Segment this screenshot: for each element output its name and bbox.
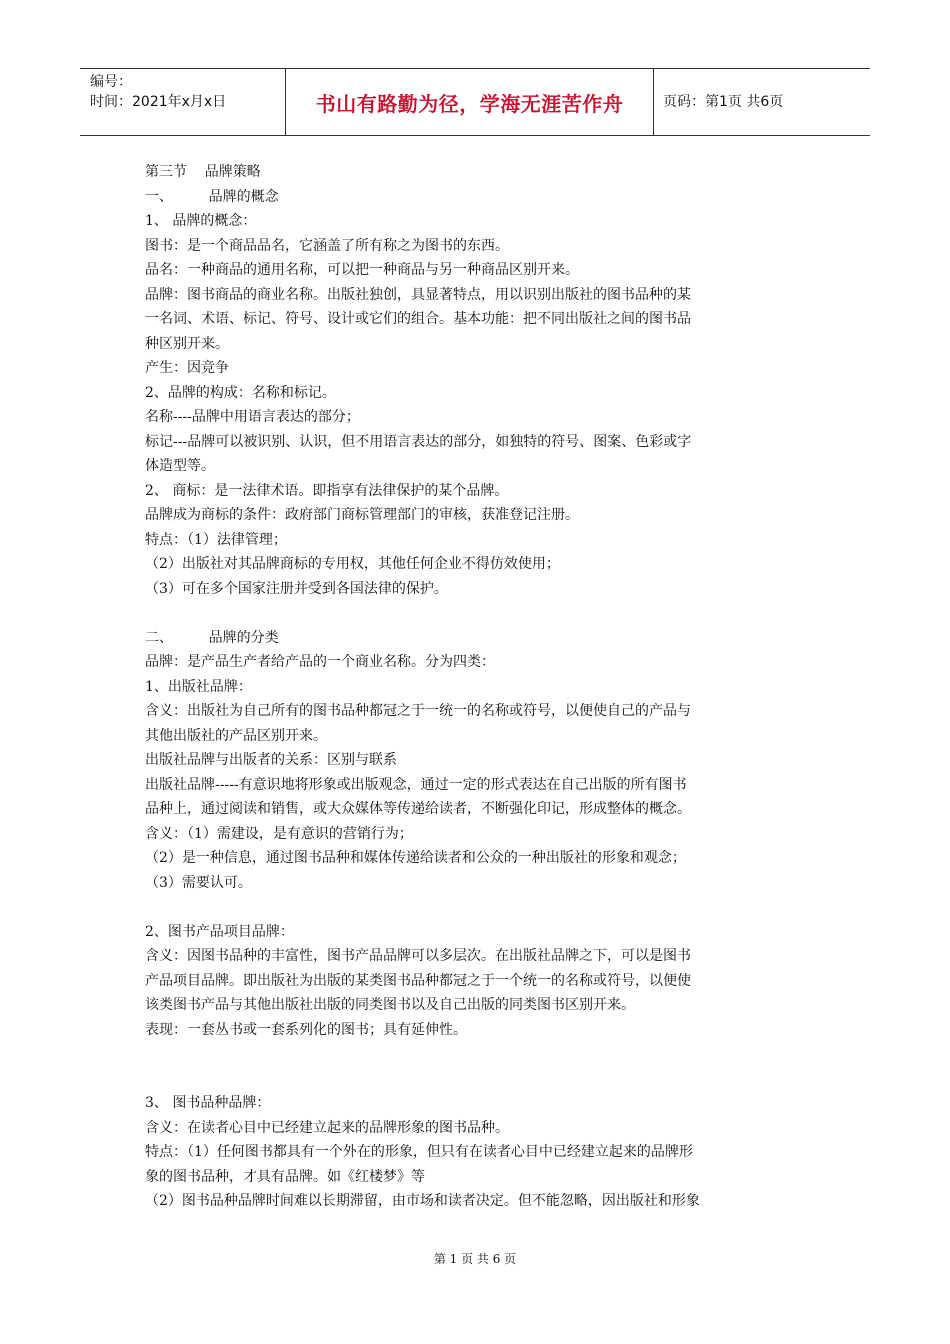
blank-line <box>145 895 810 920</box>
paragraph-line: 名称----品牌中用语言表达的部分； <box>145 409 360 425</box>
list-item: （2）是一种信息，通过图书品种和媒体传递给读者和公众的一种出版社的形象和观念； <box>145 850 686 866</box>
paragraph-line: 特点：（1）任何图书都具有一个外在的形象，但只有在读者心目中已经建立起来的品牌形 <box>145 1144 693 1160</box>
paragraph-line: 该类图书产品与其他出版社出版的同类图书以及自己出版的同类图书区别开来。 <box>145 997 635 1013</box>
list-item: 含义：（1）需建设，是有意识的营销行为； <box>145 825 413 842</box>
paragraph-line: 品牌：是产品生产者给产品的一个商业名称。分为四类： <box>145 654 495 670</box>
heading: 一、 品牌的概念 <box>145 188 279 205</box>
blank-line <box>145 601 810 626</box>
paragraph-line: 含义：在读者心目中已经建立起来的品牌形象的图书品种。 <box>145 1119 509 1136</box>
document-body <box>145 160 810 1214</box>
subheading: 3、 图书品种品牌： <box>145 1095 271 1111</box>
header-motto: 书山有路勤为径，学海无涯苦作舟 <box>315 91 624 116</box>
paragraph-line: 含义：因图书品种的丰富性，图书产品品牌可以多层次。在出版社品牌之下，可以是图书 <box>145 948 691 964</box>
blank-line <box>145 1042 810 1091</box>
paragraph-line: 品牌：图书商品的商业名称。出版社独创，具显著特点，用以识别出版社的图书品种的某 <box>145 286 691 303</box>
document-number-label: 编号： <box>90 74 132 90</box>
list-item: （2）图书品种品牌时间难以长期滞留，由市场和读者决定。但不能忽略，因出版社和形象 <box>145 1193 700 1209</box>
list-item: （3）需要认可。 <box>145 874 252 891</box>
paragraph-line: 体造型等。 <box>145 458 215 474</box>
heading: 二、 品牌的分类 <box>145 629 279 646</box>
subheading: 2、图书产品项目品牌： <box>145 923 294 940</box>
subheading: 1、出版社品牌： <box>145 678 252 695</box>
paragraph-line: 产生：因竞争 <box>145 360 229 376</box>
paragraph-line: 象的图书品种，才具有品牌。如《红楼梦》等 <box>145 1168 425 1185</box>
subheading: 1、 品牌的概念： <box>145 213 257 229</box>
paragraph-line: 含义：出版社为自己所有的图书品种都冠之于一统一的名称或符号，以便使自己的产品与 <box>145 703 691 719</box>
subheading: 2、品牌的构成：名称和标记。 <box>145 384 336 401</box>
section-title: 第三节 品牌策略 <box>145 164 261 180</box>
list-item: （2）出版社对其品牌商标的专用权，其他任何企业不得仿效使用； <box>145 556 560 572</box>
paragraph-line: 出版社品牌-----有意识地将形象或出版观念，通过一定的形式表达在自己出版的所有图书 <box>145 776 687 793</box>
subheading: 2、 商标：是一法律术语。即指享有法律保护的某个品牌。 <box>145 482 509 499</box>
paragraph-line: 产品项目品牌。即出版社为出版的某类图书品种都冠之于一个统一的名称或符号，以便使 <box>145 972 691 989</box>
paragraph-line: 表现：一套丛书或一套系列化的图书；具有延伸性。 <box>145 1021 467 1038</box>
paragraph-line: 种区别开来。 <box>145 335 229 352</box>
paragraph-line: 其他出版社的产品区别开来。 <box>145 727 327 744</box>
page-header <box>80 68 870 136</box>
header-page-info: 页码：第1页 共6页 <box>663 94 784 110</box>
paragraph-line: 品名：一种商品的通用名称，可以把一种商品与另一种商品区别开来。 <box>145 262 579 278</box>
paragraph-line: 出版社品牌与出版者的关系：区别与联系 <box>145 752 397 768</box>
page-footer: 第 1 页 共 6 页 <box>433 1252 517 1266</box>
paragraph-line: 品种上，通过阅读和销售，或大众媒体等传递给读者，不断强化印记，形成整体的概念。 <box>145 801 691 817</box>
header-meta <box>90 72 280 112</box>
paragraph-line: 一名词、术语、标记、符号、设计或它们的组合。基本功能：把不同出版社之间的图书品 <box>145 311 691 327</box>
paragraph-line: 品牌成为商标的条件：政府部门商标管理部门的审核，获准登记注册。 <box>145 507 579 523</box>
header-divider <box>653 69 654 135</box>
list-item: （3）可在多个国家注册并受到各国法律的保护。 <box>145 580 448 597</box>
list-item: 特点：（1）法律管理； <box>145 531 287 548</box>
document-date: 时间：2021年x月x日 <box>90 94 227 110</box>
paragraph-line: 图书：是一个商品品名，它涵盖了所有称之为图书的东西。 <box>145 237 509 254</box>
paragraph-line: 标记---品牌可以被识别、认识，但不用语言表达的部分，如独特的符号、图案、色彩或字 <box>145 433 692 450</box>
